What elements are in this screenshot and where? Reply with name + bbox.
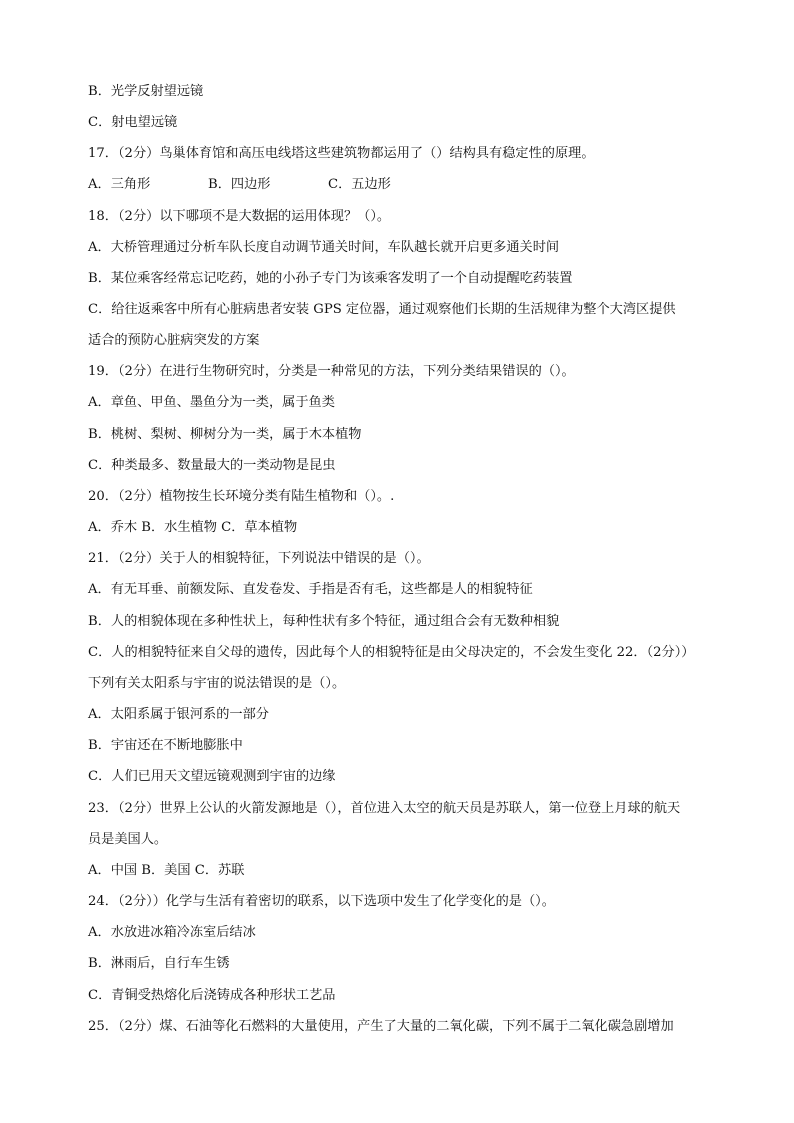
q21-option-c: C．人的相貌特征来自父母的遗传，因此每个人的相貌特征是由父母决定的，不会发生变化 22．（2分）） xyxy=(88,645,695,660)
q20-question: 20．（2分）植物按生长环境分类有陆生植物和（）。. xyxy=(88,489,395,504)
q17-question: 17．（2分）鸟巢体育馆和高压电线塔这些建筑物都运用了（）结构具有稳定性的原理。 xyxy=(88,146,595,161)
q25-question: 25．（2分）煤、石油等化石燃料的大量使用，产生了大量的二氧化碳，下列不属于二氧化碳急剧增加 xyxy=(88,1019,674,1034)
q17-option-b: B．四边形 xyxy=(208,177,271,192)
q21-option-b: B．人的相貌体现在多种性状上，每种性状有多个特征，通过组合会有无数种相貌 xyxy=(88,614,560,629)
q23-question: 23．（2分）世界上公认的火箭发源地是（），首位进入太空的航天员是苏联人，第一位登上月球的航天 xyxy=(88,801,681,816)
q21-option-a: A．有无耳垂、前额发际、直发卷发、手指是否有毛，这些都是人的相貌特征 xyxy=(88,582,533,597)
q23-options: A．中国 B．美国 C．苏联 xyxy=(88,863,245,878)
q19-option-c: C．种类最多、数量最大的一类动物是昆虫 xyxy=(88,458,336,473)
q24-option-c: C．青铜受热熔化后浇铸成各种形状工艺品 xyxy=(88,988,336,1003)
q19-option-b: B．桃树、梨树、柳树分为一类，属于木本植物 xyxy=(88,427,362,442)
q16-option-c: C．射电望远镜 xyxy=(88,115,178,130)
q18-option-a: A．大桥管理通过分析车队长度自动调节通关时间，车队越长就开启更多通关时间 xyxy=(88,240,560,255)
q17-option-c: C．五边形 xyxy=(328,177,391,192)
q24-option-a: A．水放进冰箱冷冻室后结冰 xyxy=(88,925,256,940)
q18-option-c: C．给往返乘客中所有心脏病患者安装 GPS 定位器，通过观察他们长期的生活规律为整个大湾区提供 xyxy=(88,302,676,317)
q18-option-b: B．某位乘客经常忘记吃药，她的小孙子专门为该乘客发明了一个自动提醒吃药装置 xyxy=(88,271,573,286)
q21-question: 21．（2分）关于人的相貌特征，下列说法中错误的是（）。 xyxy=(88,551,430,566)
q24-question: 24．（2分））化学与生活有着密切的联系，以下选项中发生了化学变化的是（）。 xyxy=(88,894,555,909)
q22-option-a: A．太阳系属于银河系的一部分 xyxy=(88,707,269,722)
q18-question: 18．（2分）以下哪项不是大数据的运用体现？（）。 xyxy=(88,209,391,224)
q18-option-c-cont: 适合的预防心脏病突发的方案 xyxy=(88,333,260,348)
q17-option-a: A．三角形 xyxy=(88,177,151,192)
q23-question-cont: 员是美国人。 xyxy=(88,832,168,847)
q19-question: 19．（2分）在进行生物研究时，分类是一种常见的方法，下列分类结果错误的（）。 xyxy=(88,364,575,379)
q19-option-a: A．章鱼、甲鱼、墨鱼分为一类，属于鱼类 xyxy=(88,395,335,410)
q22-option-b: B．宇宙还在不断地膨胀中 xyxy=(88,738,243,753)
q20-options: A．乔木 B．水生植物 C．草本植物 xyxy=(88,520,298,535)
q24-option-b: B．淋雨后，自行车生锈 xyxy=(88,956,230,971)
q16-option-b: B．光学反射望远镜 xyxy=(88,84,204,99)
q22-question: 下列有关太阳系与宇宙的说法错误的是（）。 xyxy=(88,676,346,691)
q17-options xyxy=(88,176,724,194)
q22-option-c: C．人们已用天文望远镜观测到宇宙的边缘 xyxy=(88,769,336,784)
